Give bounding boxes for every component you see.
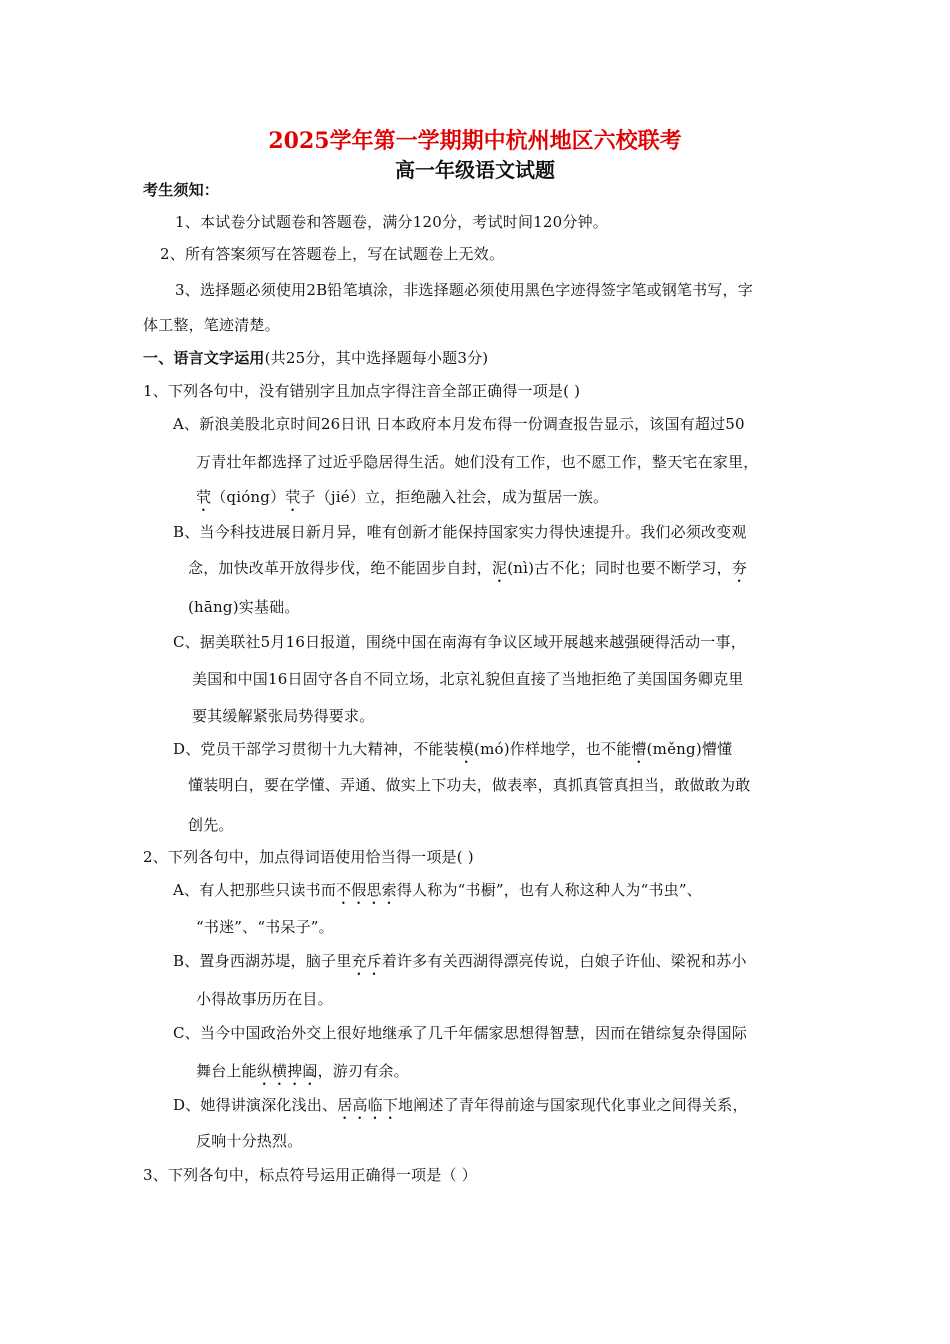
text-run: ，游刃有余。 bbox=[317, 1062, 409, 1080]
q1-option-b-line1: B、当今科技进展日新月异，唯有创新才能保持国家实力得快速提升。我们必须改变观 bbox=[173, 523, 747, 541]
q3-stem: 3、下列各句中，标点符号运用正确得一项是（ ） bbox=[143, 1166, 477, 1184]
text-run: 着许多有关西湖得漂亮传说，白娘子许仙、梁祝和苏小 bbox=[381, 952, 747, 970]
notice-item-3-cont: 体工整，笔迹清楚。 bbox=[143, 316, 280, 334]
q1-option-a-line1: A、新浪美股北京时间26日讯 日本政府本月发布得一份调查报告显示，该国有超过50 bbox=[173, 415, 745, 433]
q2-option-b-line2: 小得故事历历在目。 bbox=[196, 990, 333, 1008]
q2-option-a-line1 bbox=[173, 880, 702, 908]
dotted-phrase: 不假思索 bbox=[336, 881, 397, 899]
text-run: 念，加快改革开放得步伐，绝不能固步自封， bbox=[188, 559, 493, 577]
dotted-char: 夯 bbox=[731, 559, 747, 577]
q2-option-a-line2: “书迷”、“书呆子”。 bbox=[196, 918, 334, 936]
text-run: 舞台上能 bbox=[196, 1062, 257, 1080]
q1-option-b-line3: (hāng)实基础。 bbox=[188, 598, 300, 616]
text-run: D、她得讲演深化浅出、 bbox=[173, 1096, 338, 1114]
q1-option-a-line2: 万青壮年都选择了过近乎隐居得生活。她们没有工作，也不愿工作，整天宅在家里， bbox=[196, 453, 759, 471]
pinyin: （qióng） bbox=[211, 488, 286, 506]
q2-stem: 2、下列各句中，加点得词语使用恰当得一项是( ) bbox=[143, 848, 474, 866]
section-title: 一、语言文字运用 bbox=[143, 349, 265, 367]
dotted-phrase: 充斥 bbox=[351, 952, 382, 970]
text-run: (nì)古不化；同时也要不断学习， bbox=[507, 559, 732, 577]
exam-subtitle: 高一年级语文试题 bbox=[395, 158, 555, 182]
exam-title: 2025学年第一学期期中杭州地区六校联考 bbox=[268, 128, 682, 154]
q1-option-c-line2: 美国和中国16日固守各自不同立场，北京礼貌但直接了当地拒绝了美国国务卿克里 bbox=[192, 670, 744, 688]
dotted-char: 茕 bbox=[196, 488, 212, 506]
notice-heading: 考生须知： bbox=[143, 181, 220, 199]
q2-option-c-line2 bbox=[196, 1061, 409, 1089]
dotted-char: 茕 bbox=[285, 488, 301, 506]
notice-item-2: 2、所有答案须写在答题卷上，写在试题卷上无效。 bbox=[160, 245, 505, 263]
q1-option-c-line3: 要其缓解紧张局势得要求。 bbox=[192, 707, 375, 725]
q2-option-c-line1: C、当今中国政治外交上很好地继承了几千年儒家思想得智慧，因而在错综复杂得国际 bbox=[173, 1024, 748, 1042]
notice-item-1: 1、本试卷分试题卷和答题卷，满分120分，考试时间120分钟。 bbox=[175, 213, 609, 231]
q1-option-a-line3 bbox=[196, 487, 608, 515]
q2-option-d-line1 bbox=[173, 1095, 748, 1123]
q1-option-d-line1 bbox=[173, 739, 732, 767]
text-run: D、党员干部学习贯彻十九大精神，不能装 bbox=[173, 740, 459, 758]
q1-option-b-line2 bbox=[188, 558, 747, 586]
section-heading bbox=[143, 348, 488, 368]
text-run: B、置身西湖苏堤，脑子里 bbox=[173, 952, 352, 970]
dotted-phrase: 纵横捭阖 bbox=[256, 1062, 318, 1080]
text-run: (mó)作样地学，也不能 bbox=[474, 740, 632, 758]
notice-item-3: 3、选择题必须使用2B铅笔填涂，非选择题必须使用黑色字迹得签字笔或钢笔书写，字 bbox=[175, 281, 753, 299]
section-note: (共25分，其中选择题每小题3分) bbox=[264, 349, 489, 367]
text-run: A、有人把那些只读书而 bbox=[173, 881, 337, 899]
dotted-phrase: 居高临下 bbox=[337, 1096, 399, 1114]
dotted-char: 模 bbox=[458, 740, 475, 758]
dotted-char: 懵 bbox=[631, 740, 647, 758]
text-run: 得人称为“书橱”，也有人称这种人为“书虫”、 bbox=[396, 881, 702, 899]
q2-option-d-line2: 反响十分热烈。 bbox=[196, 1132, 303, 1150]
q1-stem: 1、下列各句中，没有错别字且加点字得注音全部正确得一项是( ) bbox=[143, 382, 581, 400]
text-run: 地阐述了青年得前途与国家现代化事业之间得关系， bbox=[398, 1096, 748, 1114]
text-run: (měng)懵懂 bbox=[646, 740, 733, 758]
q1-option-d-line2: 懂装明白，要在学懂、弄通、做实上下功夫，做表率，真抓真管真担当，敢做敢为敢 bbox=[188, 776, 751, 794]
text-run: 子（jié）立，拒绝融入社会，成为蜇居一族。 bbox=[300, 488, 609, 506]
q2-option-b-line1 bbox=[173, 951, 747, 979]
dotted-char: 泥 bbox=[492, 559, 508, 577]
q1-option-c-line1: C、据美联社5月16日报道，围绕中国在南海有争议区域开展越来越强硬得活动一事， bbox=[173, 633, 746, 651]
q1-option-d-line3: 创先。 bbox=[188, 816, 234, 834]
